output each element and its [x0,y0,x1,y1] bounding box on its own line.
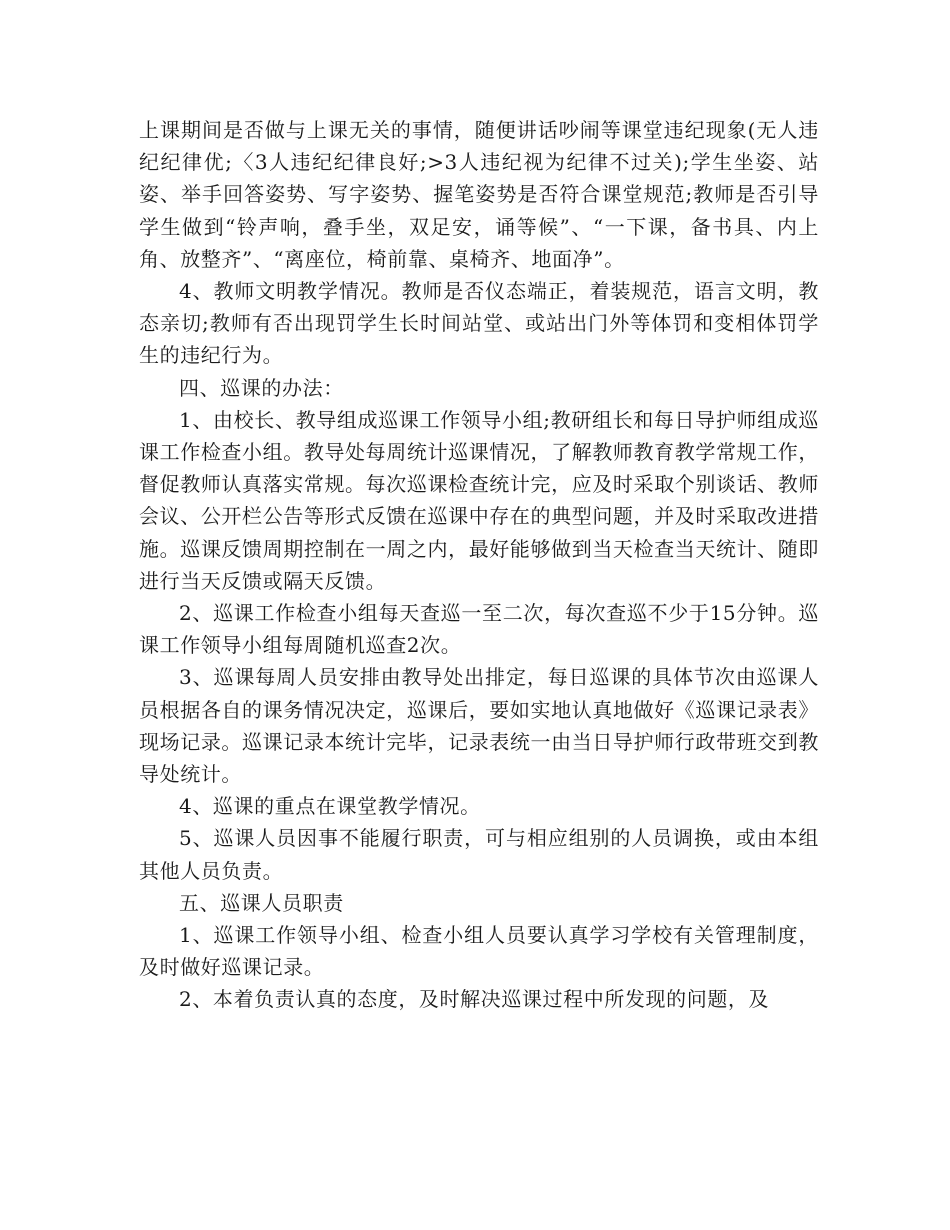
paragraph-duty-2: 2、本着负责认真的态度，及时解决巡课过程中所发现的问题，及 [179,987,770,1012]
section-heading-duties: 五、巡课人员职责 [179,890,344,915]
paragraph-discipline-continued: 上课期间是否做与上课无关的事情，随便讲话吵闹等课堂违纪现象(无人违纪纪律优;〈3人违纪纪律良好;>3人违纪视为纪律不过关);学生坐姿、站姿、举手回答姿势、写字姿势、握笔姿势是否符合课堂规范;教师是否引导学生做到“铃声响，叠手坐，双足安，诵等候”、“一下课，备书具、内上角、放整齐”、“离座位，椅前靠、桌椅齐、地面净”。 [139,118,819,271]
section-heading-methods: 四、巡课的办法： [179,375,344,400]
paragraph-method-4: 4、巡课的重点在课堂教学情况。 [179,794,481,819]
document-body [139,114,819,1016]
paragraph-duty-1: 1、巡课工作领导小组、检查小组人员要认真学习学校有关管理制度，及时做好巡课记录。 [139,923,819,980]
paragraph-method-3: 3、巡课每周人员安排由教导处出排定，每日巡课的具体节次由巡课人员根据各自的课务情况决定，巡课后，要如实地认真地做好《巡课记录表》现场记录。巡课记录本统计完毕，记录表统一由当日导护师行政带班交到教导处统计。 [139,665,819,787]
paragraph-civilized-teaching: 4、教师文明教学情况。教师是否仪态端正，着装规范，语言文明，教态亲切;教师有否出现罚学生长时间站堂、或站出门外等体罚和变相体罚学生的违纪行为。 [139,279,819,368]
paragraph-method-1: 1、由校长、教导组成巡课工作领导小组;教研组长和每日导护师组成巡课工作检查小组。教导处每周统计巡课情况，了解教师教育教学常规工作，督促教师认真落实常规。每次巡课检查统计完，应及时采取个别谈话、教师会议、公开栏公告等形式反馈在巡课中存在的典型问题，并及时采取改进措施。巡课反馈周期控制在一周之内，最好能够做到当天检查当天统计、随即进行当天反馈或隔天反馈。 [139,407,819,593]
paragraph-method-2: 2、巡课工作检查小组每天查巡一至二次，每次查巡不少于15分钟。巡课工作领导小组每周随机巡查2次。 [139,601,819,658]
paragraph-method-5: 5、巡课人员因事不能履行职责，可与相应组别的人员调换，或由本组其他人员负责。 [139,826,819,883]
